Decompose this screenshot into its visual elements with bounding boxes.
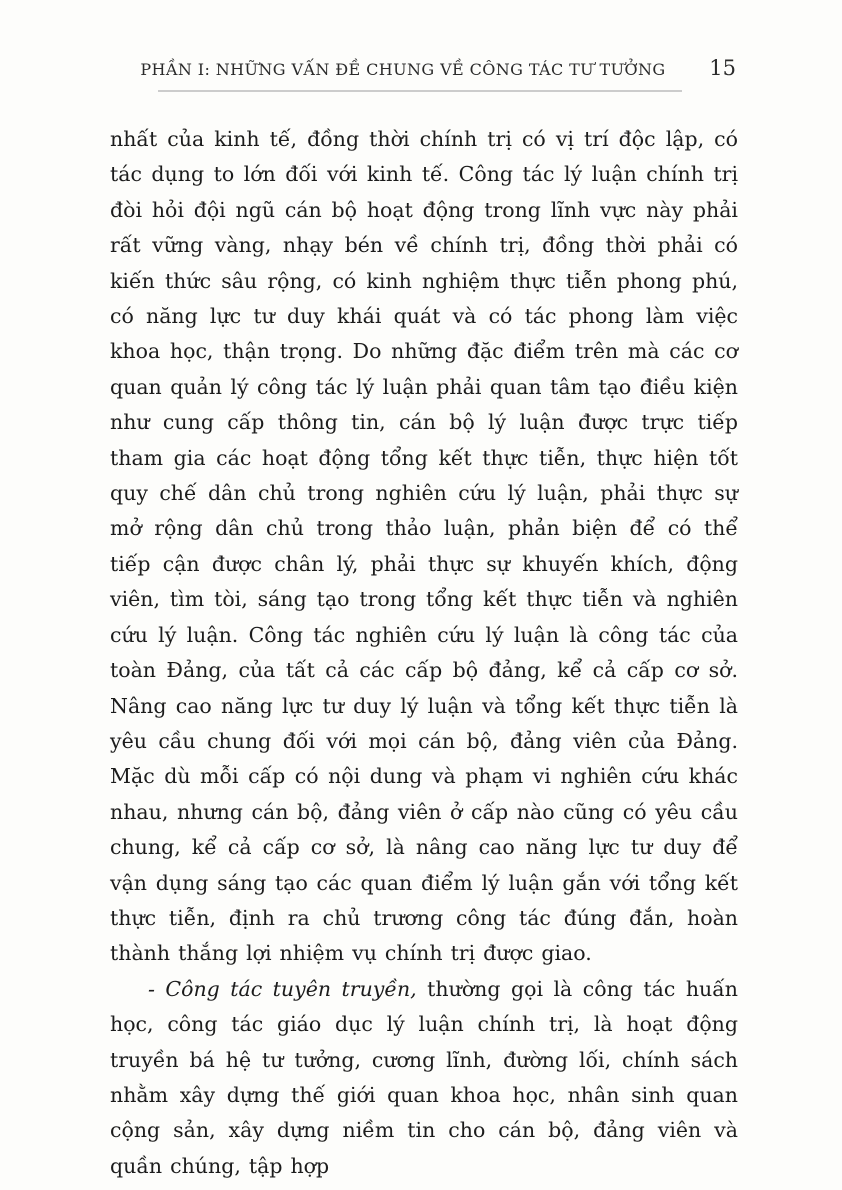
- running-title: PHẦN I: NHỮNG VẤN ĐỀ CHUNG VỀ CÔNG TÁC TƯ TƯỞNG: [140, 60, 666, 79]
- paragraph-tuyen-truyen: [110, 972, 738, 1184]
- page-header: [110, 56, 736, 88]
- header-rule: [158, 90, 682, 92]
- paragraph-lead-italic: - Công tác tuyên truyền,: [148, 976, 417, 1001]
- paragraph-continuation: nhất của kinh tế, đồng thời chính trị có vị trí độc lập, có tác dụng to lớn đối với kinh tế. Công tác lý luận chính trị đòi hỏi đội ngũ cán bộ hoạt động trong lĩnh vực này phải rất vững vàng, nhạy bén về chính trị, đồng thời phải có kiến thức sâu rộng, có kinh nghiệm thực tiễn phong phú, có năng lực tư duy khái quát và có tác phong làm việc khoa học, thận trọng. Do những đặc điểm trên mà các cơ quan quản lý công tác lý luận phải quan tâm tạo điều kiện như cung cấp thông tin, cán bộ lý luận được trực tiếp tham gia các hoạt động tổng kết thực tiễn, thực hiện tốt quy chế dân chủ trong nghiên cứu lý luận, phải thực sự mở rộng dân chủ trong thảo luận, phản biện để có thể tiếp cận được chân lý, phải thực sự khuyến khích, động viên, tìm tòi, sáng tạo trong tổng kết thực tiễn và nghiên cứu lý luận. Công tác nghiên cứu lý luận là công tác của toàn Đảng, của tất cả các cấp bộ đảng, kể cả cấp cơ sở. Nâng cao năng lực tư duy lý luận và tổng kết thực tiễn là yêu cầu chung đối với mọi cán bộ, đảng viên của Đảng. Mặc dù mỗi cấp có nội dung và phạm vi nghiên cứu khác nhau, nhưng cán bộ, đảng viên ở cấp nào cũng có yêu cầu chung, kể cả cấp cơ sở, là nâng cao năng lực tư duy để vận dụng sáng tạo các quan điểm lý luận gắn với tổng kết thực tiễn, định ra chủ trương công tác đúng đắn, hoàn thành thắng lợi nhiệm vụ chính trị được giao.: [110, 127, 738, 966]
- paragraph-rest-text: thường gọi là công tác huấn học, công tác giáo dục lý luận chính trị, là hoạt động truyền bá hệ tư tưởng, cương lĩnh, đường lối, chính sách nhằm xây dựng thế giới quan khoa học, nhân sinh quan cộng sản, xây dựng niềm tin cho cán bộ, đảng viên và quần chúng, tập hợp: [110, 976, 738, 1178]
- page-body: [110, 122, 738, 1184]
- page-number: 15: [709, 56, 736, 80]
